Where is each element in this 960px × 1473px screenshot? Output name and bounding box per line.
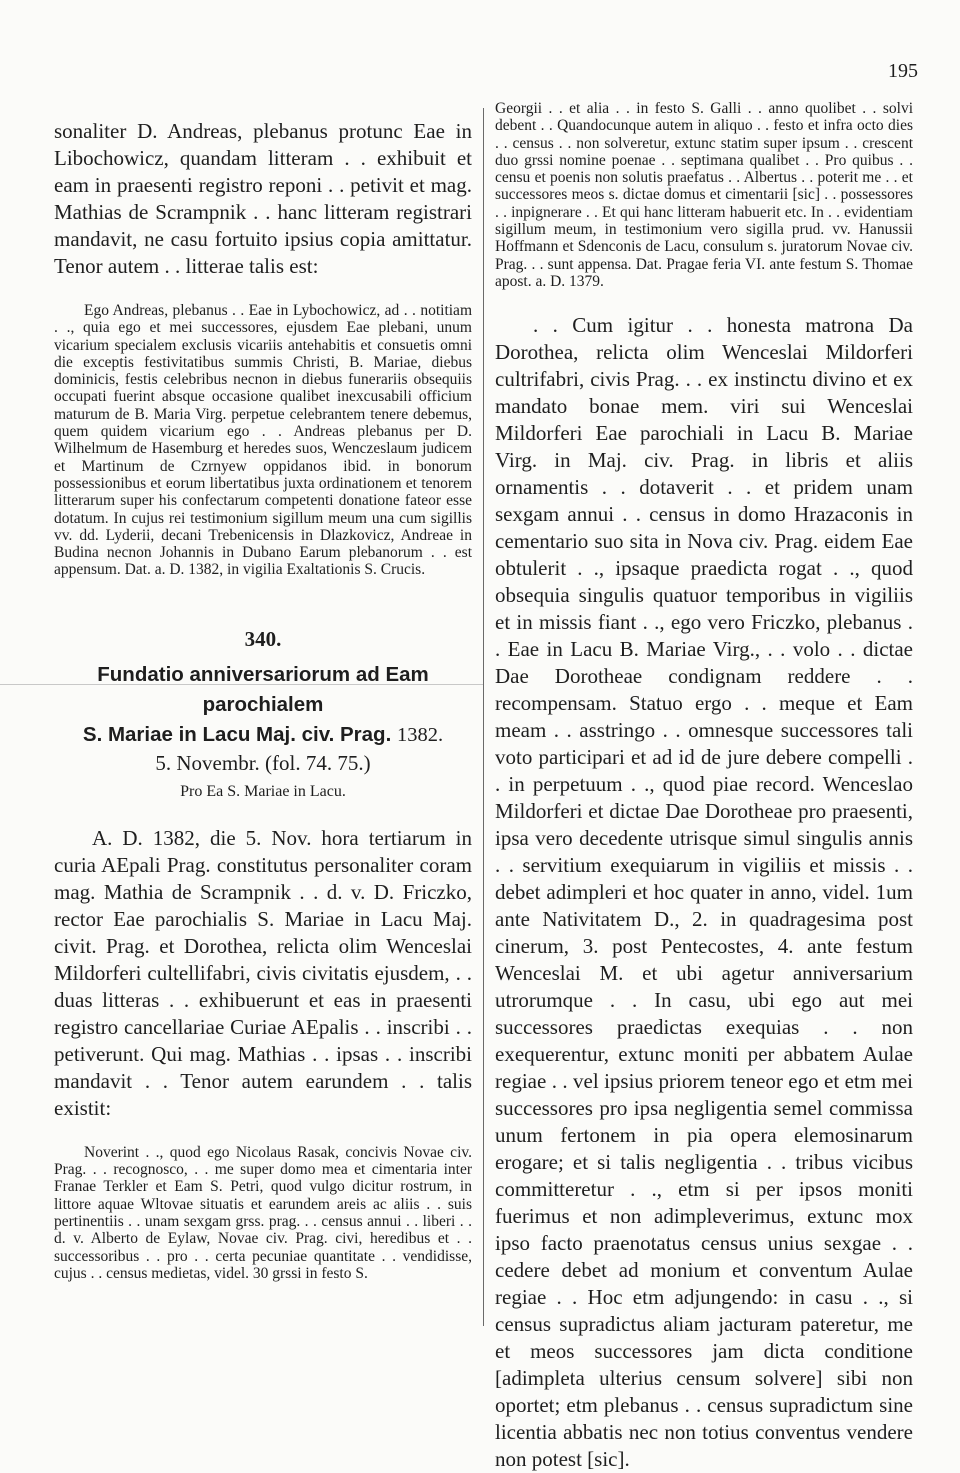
quoted-deed: Noverint . ., quod ego Nicolaus Rasak, concivis Novae civ. Prag. . . recognosco, . . me super domo mea et cimentaria inter Franae Terkler et Eam S. Petri, quod vulgo dicitur rostrum, in littore aquae Wltovae situatis et earundem areis ac aliis . . suis pertinentiis . . unam sexgam grss. prag. . . census annui . . liberi . . d. v. Alberto de Eylaw, Novae civ. Prag. civi, heredibus et . . successoribus . . pro . . certa pecuniae quantitate . . vendidisse, cujus . . census medietas, videl. 30 grssi in festo S.: [54, 1143, 472, 1282]
right-column: [495, 100, 913, 1473]
document-title-line2: S. Mariae in Lacu Maj. civ. Prag.: [82, 722, 392, 746]
document-number: 340.: [244, 626, 282, 651]
intro-paragraph: sonaliter D. Andreas, plebanus protunc Eae in Libochowicz, quandam litteram . . exhibuit et eam in praesenti registro reponi . . petivit et mag. Mathias de Scrampnik . . hanc litteram registrari mandavit, ne casu fortuito ipsius copia amittatur. Tenor autem . . litterae talis est:: [54, 119, 472, 278]
document-note: Pro Ea S. Mariae in Lacu.: [180, 782, 346, 800]
document-body: A. D. 1382, die 5. Nov. hora tertiarum in curia AEpali Prag. constitutus personaliter coram mag. Mathia de Scrampnik . . d. v. D. Friczko, rector Eae parochialis S. Mariae in Lacu Maj. civit. Prag. et Dorothea, relicta olim Wenceslai Mildorferi cultellifabri, civis civitatis ejusdem, . . duas litteras . . exhibuerunt et eas in praesenti registro cancellariae Curiae AEpalis . . inscribi . . petiverunt. Qui mag. Mathias . . ipsas . . inscribi mandavit . . Tenor autem earundem . . talis existit:: [54, 825, 472, 1120]
quoted-letter: Ego Andreas, plebanus . . Eae in Lybochowicz, ad . . notitiam . ., quia ego et mei successores, ejusdem Eae plebani, unum vicarium specialem exclusis vicariis antehabitis et consuetis omni die exceptis festivitatibus summis Christi, B. Mariae, diebus dominicis, festis celebribus necnon in diebus funerariis obsequiis occupati fuerint absque occasione qualibet inexcusabili officium maturum de B. Maria Virg. perpetue celebrantem tenere debemus, quem quidem vicarium ego . . Andreas plebanus per D. Wilhelmum de Hasemburg et heredes suos, Wenczeslaum judicem et Martinum de Czrnyew oppidanos ibid. in bonorum possessionibus et eorum libertatibus juxta ordinationem et tenorem litterarum super his confectarum competenti donatione fateor esse dotatum. In cujus rei testimonium sigillum meum una cum sigillis vv. dd. Lyderii, decani Trebenicensis in Dlazkovicz, Andreae in Budina necnon Johannis in Dubano Earum plebanorum . . est appensum. Dat. a. D. 1382, in vigilia Exaltationis S. Crucis.: [54, 302, 472, 579]
document-title-line1: Fundatio anniversariorum ad Eam parochialem: [97, 662, 429, 716]
column-divider: [483, 108, 484, 1326]
document-year: 1382.: [396, 723, 444, 746]
page-number: 195: [888, 60, 918, 82]
foundation-text: . . Cum igitur . . honesta matrona Da Dorothea, relicta olim Wenceslai Mildorferi cultrifabri, civis Prag. . . ex instinctu divino et ex mandato bonae mem. viri sui Wenceslai Mildorferi Eae parochiali in Lacu B. Mariae Virg. in Maj. civ. Prag. in libris et aliis ornamentis . . dotaverit . . et pridem unam sexgam annui . . census in domo Hrazaconis in cementario suo sita in Nova civ. Prag. eidem Eae obtulerit . ., ipsaque praedicta rogat . ., quod obsequia singulis quatuor temporibus in vigiliis et in missis fiant . ., ego vero Friczko, plebanus . . Eae in Lacu B. Mariae Virg., . . volo . . dictae Dae Dorotheae condignam reddere . . recompensam. Statuo ergo . . meque et Eam meam . . asstringo . . omnesque successores tali voto participari et ad id de jure debere compelli . . in perpetuum . ., quod piae record. Wenceslao Mildorferi et dictae Dae Dorotheae pro praesenti, ipsa vero decedente utrisque simul singulis annis . . servitium exequiarum in vigiliis et missis . . debet adimpleri et hoc quater in anno, videl. 1um ante Nativitatem D., 2. in quadragesima post cinerum, 3. post Pentecostes, 4. ante festum Wenceslai M. et ubi agetur anniversarium utrorumque . . In casu, ubi ego aut mei successores praedictas exequias . . non exequerentur, extunc moniti per abbatem Aulae regiae . . vel ipsius priorem teneor ego et etm mei successores pro ipsa negligentia semel commissa unum fertonem in pia opera elemosinarum erogare; et si talis negligentia . . tribus vicibus committeretur . ., etm si per ipsos moniti fuerimus et non adimpleverimus, extunc mox ipso facto praenotatus census unius sexgae . . cedere debet ad monium et conventum Aulae regiae . . Hoc etm adjungendo: in casu . ., si census supradictus aliam jacturam pateretur, me et meos successores jam dicta conditione [adimpleta ulterius censum solvere] sibi non oportet; etm plebanus . . census supradictum sine licentia abbatis nec non totius conventus vendere non potest [sic].: [495, 313, 913, 1472]
document-date: 5. Novembr. (fol. 74. 75.): [155, 750, 371, 775]
document-heading: [54, 627, 472, 803]
document-title: [54, 660, 472, 750]
quoted-deed-continued: Georgii . . et alia . . in festo S. Galli . . anno quolibet . . solvi debent . . Quandocunque autem in aliquo . . festo et infra octo dies . . census . . non solveretur, extunc statim super ipsum . . crescent duo grssi nomine poenae . . septimana qualibet . . Pro quibus . . censu et poenis non solutis praefatus . . Albertus . . poterit me . . et successores meos s. dictae domus et cimentarii [sic] . . possessores . . inpignerare . . Et qui hanc litteram habuerit etc. In . . evidentiam sigillum meum, in testimonium vero sigilla prud. vv. Hanussii Hoffmann et Sdenconis de Lacu, consulum s. juratorum Novae civ. Prag. . . sunt appensa. Dat. Pragae feria VI. ante festum S. Thomae apost. a. D. 1379.: [495, 100, 913, 290]
left-column: [54, 118, 472, 1282]
